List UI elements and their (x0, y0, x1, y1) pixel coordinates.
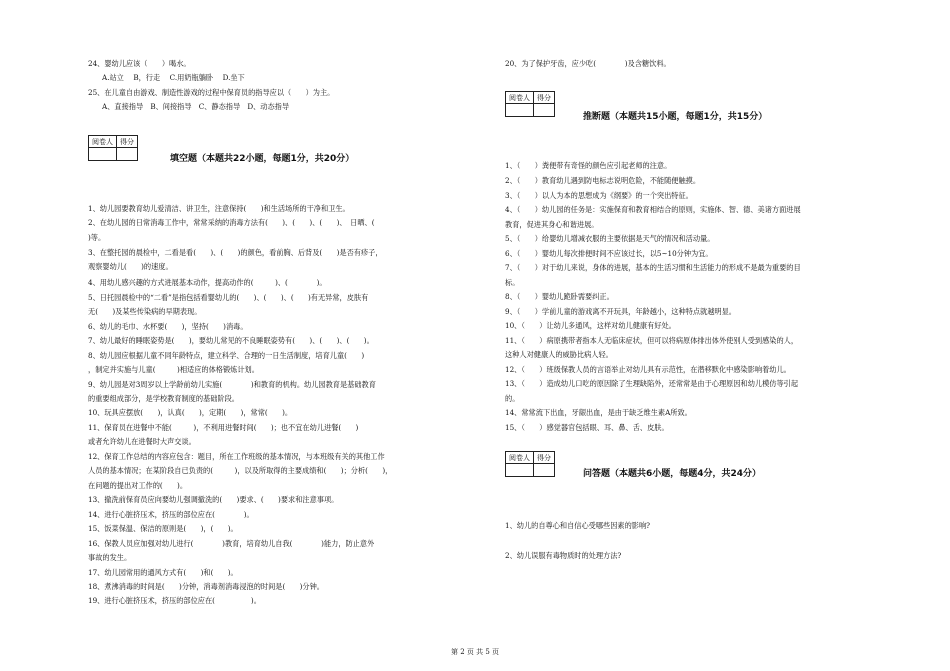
score-table-fill (88, 135, 138, 161)
judge-question-line: 2、（ ）教育幼儿遇到防电标志说明危险，不能随便触摸。 (505, 176, 701, 185)
score-label: 得分 (117, 136, 138, 148)
qa-question-1: 1、幼儿的自尊心和自信心受哪些因素的影响? (505, 521, 650, 530)
judge-section-title: 推断题（本题共15小题，每题1分，共15分） (583, 112, 768, 122)
fill-question-line: 在问题的提出对工作的( )。 (88, 481, 188, 490)
fill-question-line: 4、用幼儿感兴趣的方式进展基本动作，提高动作的( )、( )。 (88, 278, 327, 287)
fill-question-line: 的重要组成部分，是学校教育制度的基础阶段。 (88, 394, 239, 403)
qa-question-2: 2、幼儿误服有毒物质时的处理方法? (505, 551, 622, 560)
page-footer: 第 2 页 共 5 页 (450, 648, 500, 656)
judge-question-line: 教育，促进其身心和谐进展。 (505, 220, 599, 229)
judge-question-line: 3、（ ）以人为本的思想成为《纲要》的一个突出特征。 (505, 191, 693, 200)
judge-question-line: 8、（ ）婴幼儿跪卧需要纠正。 (505, 292, 614, 301)
fill-question-line: 11、保育员在进餐中不能( )，不利用进餐时间( )；也不宜在幼儿进餐( ) (88, 423, 359, 432)
score-table-judge (505, 91, 555, 117)
judge-question-line: 6、（ ）婴幼儿每次排便时间不应该过长，以5~10分钟为宜。 (505, 249, 713, 258)
judge-question-line: 1、（ ）粪便带有奇怪的颜色应引起老师的注意。 (505, 161, 672, 170)
fill-question-line: 17、幼儿园常用的通风方式有( )和( )。 (88, 568, 238, 577)
fill-question-line: )等。 (88, 233, 106, 242)
fill-question-line: 12、保育工作总结的内容应包含：题目，所在工作班级的基本情况，与本班级有关的其他工作 (88, 452, 385, 461)
question-20: 20、为了保护牙齿，应少吃( )及含糖饮料。 (505, 59, 671, 68)
grader-label: 阅卷人 (89, 136, 117, 148)
fill-question-line: 8、幼儿园应根据儿童不同年龄特点，建立科学、合理的一日生活制度，培育儿童( ) (88, 351, 365, 360)
judge-question-line: 标。 (505, 278, 520, 287)
fill-question-line: 18、煮沸消毒的时间是( )分钟，消毒剂消毒浸泡的时间是( )分钟。 (88, 582, 324, 591)
fill-question-line: 13、撤洗前保育员应向要幼儿强调撤洗的( )要求、( )要求和注意事项。 (88, 495, 339, 504)
grader-label: 阅卷人 (506, 92, 534, 104)
fill-question-line: 无( )及某些传染病的早期表现。 (88, 307, 202, 316)
judge-question-line: 这种人对健康人的威胁比病人轻。 (505, 350, 613, 359)
fill-question-line: 16、保教人员应加强对幼儿进行( )教育，培育幼儿自我( )能力，防止意外 (88, 539, 375, 548)
score-table-qa (505, 451, 555, 477)
score-label: 得分 (534, 452, 555, 464)
judge-question-line: 的。 (505, 394, 520, 403)
question-24-options: A.站立 B，行走 C.用奶瓶躺卧 D.坐下 (102, 73, 245, 82)
fill-question-line: 观察婴幼儿( )的速度。 (88, 262, 173, 271)
fill-question-line: 或者允许幼儿在进餐时大声交谈。 (88, 437, 196, 446)
fill-question-line: 5、日托园晨检中的“二看”是指包括看婴幼儿的( )、( )、( )有无异常，皮肤有 (88, 293, 369, 302)
judge-question-line: 11、（ ）病原携带者指本人无临床症状，但可以将病原体排出体外使别人受到感染的人， (505, 336, 799, 345)
fill-question-line: 10、玩具应摆放( )，认真( )，定期( )，常常( )。 (88, 408, 293, 417)
judge-question-line: 10、（ ）让幼儿多通风，这样对幼儿健康有好处。 (505, 321, 676, 330)
judge-question-line: 15、（ ）感觉器官包括眼、耳、鼻、舌、皮肤。 (505, 423, 669, 432)
grader-label: 阅卷人 (506, 452, 534, 464)
question-25: 25、在儿童自由游戏、制造性游戏的过程中保育员的指导应以（ ）为主。 (88, 88, 335, 97)
fill-question-line: 事故的发生。 (88, 553, 132, 562)
judge-question-line: 12、（ ）班级保教人员的言语举止对幼儿具有示范性，在潜移默化中感染影响着幼儿。 (505, 365, 791, 374)
fill-section-title: 填空题（本题共22小题，每题1分，共20分） (170, 154, 355, 164)
fill-question-line: 15、饭菜保温、保洁的原则是( )，( )。 (88, 524, 238, 533)
judge-question-line: 14、常常流下出血，牙龈出血，是由于缺乏维生素A所致。 (505, 408, 692, 417)
question-25-options: A、直接指导 B、间接指导 C、静态指导 D、动态指导 (102, 102, 290, 111)
judge-question-line: 4、（ ）幼儿园的任务是：实施保育和教育相结合的原则，实施体、智、德、美诸方面进展 (505, 205, 801, 214)
fill-question-line: 14、进行心脏挤压术，挤压的部位应在( )。 (88, 510, 254, 519)
score-label: 得分 (534, 92, 555, 104)
judge-question-line: 13、（ ）造成幼儿口吃的原因除了生理缺陷外，还常常是由于心理原因和幼儿模仿等引起 (505, 379, 799, 388)
fill-question-line: 2、在幼儿园的日常消毒工作中，常常采纳的消毒方法有( )、( )、( )、 日晒、( (88, 218, 389, 227)
fill-question-line: 1、幼儿园要教育幼儿爱清洁、讲卫生，注意保持( )和生活场所的干净和卫生。 (88, 204, 350, 213)
judge-question-line: 9、（ ）学前儿童的游戏离不开玩具，年龄越小，这种特点就越明显。 (505, 307, 736, 316)
fill-question-line: 3、在整托园的晨检中，二看是看( )、( )的颜色，看前胸、后背及( )是否有疹子， (88, 248, 383, 257)
fill-question-line: 9、幼儿园是对3周岁以上学龄前幼儿实施( )和教育的机构。幼儿园教育是基础教育 (88, 380, 376, 389)
fill-question-line: ，制定并实施与儿童( )相适应的体格锻炼计划。 (88, 365, 259, 374)
judge-question-line: 7、（ ）对于幼儿来说，身体的进展，基本的生活习惯和生活能力的形成不是最为重要的目 (505, 263, 801, 272)
fill-question-line: 人员的基本情况；在某阶段自已负责的( )，以及所取得的主要成绩和( )；分析( )， (88, 466, 393, 475)
fill-question-line: 6、幼儿的毛巾、水杯要( )，坚持( )消毒。 (88, 322, 248, 331)
fill-question-line: 19、进行心脏挤压术，挤压的部位应在( )。 (88, 596, 261, 605)
fill-question-line: 7、幼儿最好的睡眠姿势是( )，要幼儿常见的不良睡眠姿势有( )、( )、( )。 (88, 336, 374, 345)
judge-question-line: 5、（ ）给婴幼儿增减衣服的主要依据是天气的情况和活动量。 (505, 234, 715, 243)
qa-section-title: 问答题（本题共6小题，每题4分，共24分） (583, 469, 762, 479)
question-24: 24、婴幼儿应该（ ）喝水。 (88, 59, 191, 68)
